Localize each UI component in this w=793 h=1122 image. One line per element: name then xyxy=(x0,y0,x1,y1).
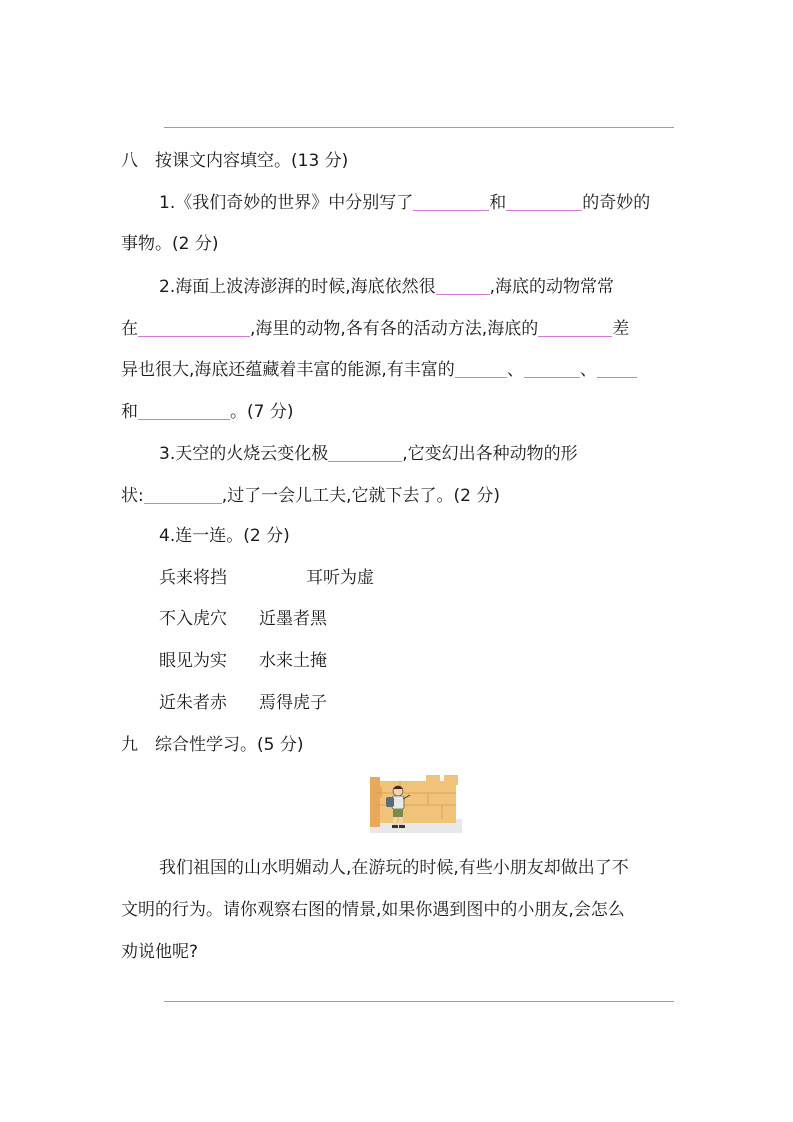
answer-line[interactable] xyxy=(164,1001,674,1002)
answer-blank[interactable] xyxy=(144,483,222,504)
match-left-item[interactable]: 兵来将挡 xyxy=(159,568,227,588)
match-right-item[interactable]: 焉得虎子 xyxy=(259,693,327,713)
top-rule xyxy=(164,127,674,128)
answer-blank[interactable] xyxy=(138,316,250,337)
answer-blank[interactable] xyxy=(538,316,612,337)
match-left-item[interactable]: 近朱者赤 xyxy=(159,693,227,713)
q3-line2: 状: ,过了一会儿工夫,它就下去了。(2 分) xyxy=(121,483,500,508)
q1-line2: 事物。(2 分) xyxy=(121,234,219,254)
section-number: 八 xyxy=(121,151,138,171)
answer-blank[interactable] xyxy=(524,357,580,378)
match-left-item[interactable]: 眼见为实 xyxy=(159,651,227,671)
q3-line1: 3.天空的火烧云变化极 ,它变幻出各种动物的形 xyxy=(159,441,578,466)
match-right-item[interactable]: 耳听为虚 xyxy=(306,568,374,588)
answer-blank[interactable] xyxy=(436,274,490,295)
answer-blank[interactable] xyxy=(597,357,637,378)
q2-line1: 2.海面上波涛澎湃的时候,海底依然很 ,海底的动物常常 xyxy=(159,274,614,299)
section-title: 按课文内容填空。(13 分) xyxy=(155,151,349,171)
section-9-paragraph-line: 我们祖国的山水明媚动人,在游玩的时候,有些小朋友却做出了不 xyxy=(159,858,629,878)
section-9-paragraph-line: 劝说他呢? xyxy=(121,942,199,962)
match-right-item[interactable]: 近墨者黑 xyxy=(259,609,327,629)
section-title: 综合性学习。(5 分) xyxy=(155,735,304,755)
answer-blank[interactable] xyxy=(455,357,507,378)
answer-blank[interactable] xyxy=(413,190,489,211)
section-9-heading xyxy=(121,733,303,757)
section-number: 九 xyxy=(121,735,138,755)
section-9-paragraph-line: 文明的行为。请你观察右图的情景,如果你遇到图中的小朋友,会怎么 xyxy=(121,900,625,920)
q2-line4: 和 。(7 分) xyxy=(121,399,293,424)
match-right-item[interactable]: 水来土掩 xyxy=(259,651,327,671)
answer-blank[interactable] xyxy=(328,441,402,462)
match-left-item[interactable]: 不入虎穴 xyxy=(159,609,227,629)
answer-blank[interactable] xyxy=(138,399,230,420)
answer-blank[interactable] xyxy=(506,190,582,211)
q2-line2: 在 ,海里的动物,各有各的活动方法,海底的 差 xyxy=(121,316,629,341)
q4-title: 4.连一连。(2 分) xyxy=(159,526,290,546)
q1-line1: 1.《我们奇妙的世界》中分别写了 和 的奇妙的 xyxy=(159,190,650,215)
great-wall-boy-illustration xyxy=(370,775,462,833)
section-8-heading xyxy=(121,149,348,173)
q2-line3: 异也很大,海底还蕴藏着丰富的能源,有丰富的 、 、 xyxy=(121,357,637,382)
